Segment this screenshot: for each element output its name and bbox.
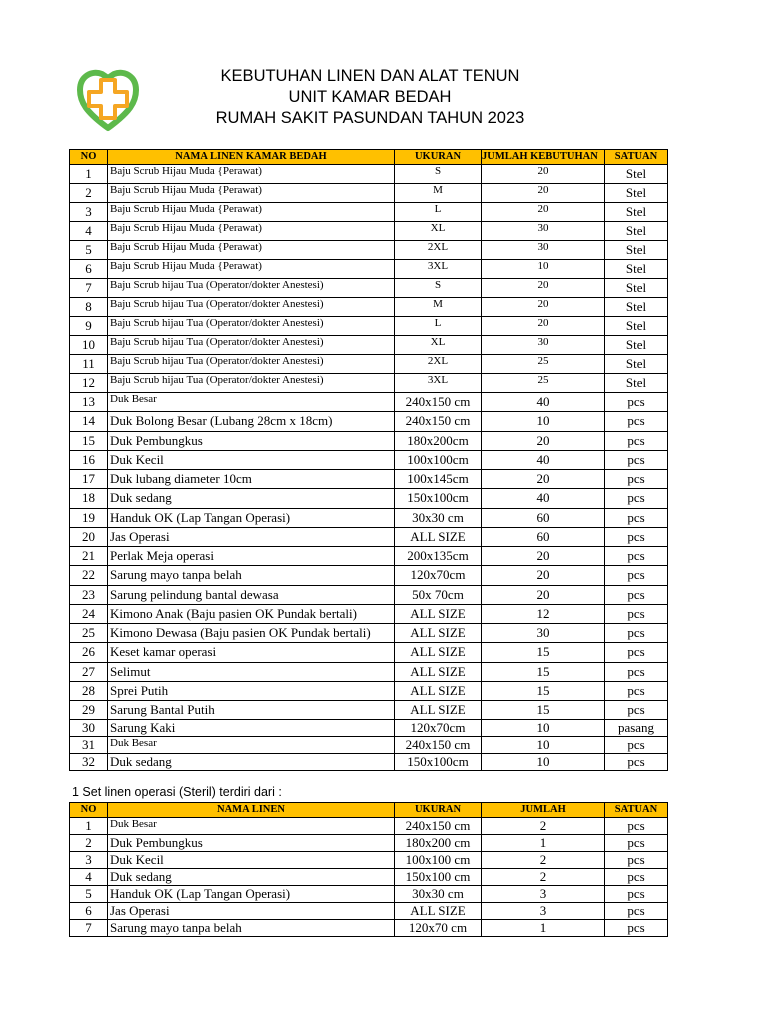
col-header-unit: SATUAN xyxy=(605,150,668,165)
cell-qty: 10 xyxy=(482,737,605,754)
cell-qty: 2 xyxy=(482,852,605,869)
table-row xyxy=(70,431,668,450)
cell-size: 240x150 cm xyxy=(395,412,482,431)
cell-qty: 15 xyxy=(482,662,605,681)
cell-name: Perlak Meja operasi xyxy=(108,547,395,566)
cell-qty: 20 xyxy=(482,431,605,450)
cell-unit: pcs xyxy=(605,604,668,623)
cell-size: ALL SIZE xyxy=(395,903,482,920)
cell-size: ALL SIZE xyxy=(395,624,482,643)
table-row xyxy=(70,643,668,662)
cell-unit: pcs xyxy=(605,412,668,431)
cell-name: Baju Scrub Hijau Muda {Perawat) xyxy=(108,260,395,279)
cell-no: 15 xyxy=(70,431,108,450)
cell-no: 7 xyxy=(70,920,108,937)
title-line-2: UNIT KAMAR BEDAH xyxy=(288,88,452,106)
cell-name: Baju Scrub hijau Tua (Operator/dokter Anestesi) xyxy=(108,336,395,355)
cell-size: 3XL xyxy=(395,374,482,393)
table-row xyxy=(70,869,668,886)
cell-qty: 30 xyxy=(482,336,605,355)
table-row xyxy=(70,754,668,771)
cell-no: 28 xyxy=(70,681,108,700)
cell-no: 5 xyxy=(70,886,108,903)
cell-size: 50x 70cm xyxy=(395,585,482,604)
cell-size: 120x70 cm xyxy=(395,920,482,937)
cell-no: 27 xyxy=(70,662,108,681)
cell-name: Kimono Dewasa (Baju pasien OK Pundak bertali) xyxy=(108,624,395,643)
cell-unit: pcs xyxy=(605,869,668,886)
cell-name: Duk Bolong Besar (Lubang 28cm x 18cm) xyxy=(108,412,395,431)
col-header-qty: JUMLAH KEBUTUHAN xyxy=(482,150,605,165)
cell-qty: 3 xyxy=(482,886,605,903)
table-row xyxy=(70,508,668,527)
col-header-qty: JUMLAH xyxy=(482,803,605,818)
cell-name: Duk lubang diameter 10cm xyxy=(108,470,395,489)
table-row xyxy=(70,279,668,298)
cell-no: 3 xyxy=(70,203,108,222)
cell-size: 240x150 cm xyxy=(395,393,482,412)
linen-set-note: 1 Set linen operasi (Steril) terdiri dari : xyxy=(72,785,282,799)
table-row xyxy=(70,624,668,643)
cell-unit: Stel xyxy=(605,203,668,222)
cell-name: Sarung mayo tanpa belah xyxy=(108,920,395,937)
cell-no: 2 xyxy=(70,835,108,852)
cell-size: 100x145cm xyxy=(395,470,482,489)
cell-name: Sarung pelindung bantal dewasa xyxy=(108,585,395,604)
table-row xyxy=(70,547,668,566)
table-row xyxy=(70,374,668,393)
table-row xyxy=(70,737,668,754)
cell-unit: pcs xyxy=(605,431,668,450)
cell-name: Duk Kecil xyxy=(108,852,395,869)
cell-qty: 20 xyxy=(482,585,605,604)
cell-name: Duk Pembungkus xyxy=(108,835,395,852)
cell-no: 26 xyxy=(70,643,108,662)
table-row xyxy=(70,662,668,681)
table-row xyxy=(70,585,668,604)
cell-qty: 20 xyxy=(482,566,605,585)
cell-name: Kimono Anak (Baju pasien OK Pundak bertali) xyxy=(108,604,395,623)
cell-qty: 20 xyxy=(482,317,605,336)
table-row xyxy=(70,470,668,489)
table-row xyxy=(70,701,668,720)
cell-name: Baju Scrub Hijau Muda {Perawat) xyxy=(108,241,395,260)
cell-no: 16 xyxy=(70,450,108,469)
cell-size: ALL SIZE xyxy=(395,701,482,720)
table-row xyxy=(70,566,668,585)
cell-unit: pcs xyxy=(605,566,668,585)
cell-no: 32 xyxy=(70,754,108,771)
cell-qty: 20 xyxy=(482,547,605,566)
cell-size: XL xyxy=(395,222,482,241)
cell-size: S xyxy=(395,279,482,298)
cell-name: Duk Kecil xyxy=(108,450,395,469)
table-header-row xyxy=(70,150,668,165)
cell-no: 31 xyxy=(70,737,108,754)
cell-unit: Stel xyxy=(605,317,668,336)
cell-size: S xyxy=(395,165,482,184)
cell-no: 13 xyxy=(70,393,108,412)
col-header-no: NO xyxy=(70,150,108,165)
cell-no: 25 xyxy=(70,624,108,643)
cell-qty: 60 xyxy=(482,527,605,546)
cell-unit: Stel xyxy=(605,222,668,241)
cell-size: 2XL xyxy=(395,241,482,260)
cell-unit: pcs xyxy=(605,643,668,662)
cell-unit: pcs xyxy=(605,737,668,754)
cell-unit: pcs xyxy=(605,547,668,566)
cell-no: 1 xyxy=(70,818,108,835)
cell-size: ALL SIZE xyxy=(395,604,482,623)
table-row xyxy=(70,336,668,355)
cell-size: L xyxy=(395,203,482,222)
cell-name: Baju Scrub Hijau Muda {Perawat) xyxy=(108,184,395,203)
cell-size: ALL SIZE xyxy=(395,662,482,681)
cell-size: 180x200cm xyxy=(395,431,482,450)
cell-name: Baju Scrub hijau Tua (Operator/dokter Anestesi) xyxy=(108,374,395,393)
cell-qty: 10 xyxy=(482,412,605,431)
linen-set-table xyxy=(69,802,668,937)
table-row xyxy=(70,852,668,869)
cell-no: 24 xyxy=(70,604,108,623)
cell-name: Sprei Putih xyxy=(108,681,395,700)
cell-size: 120x70cm xyxy=(395,720,482,737)
cell-name: Baju Scrub Hijau Muda {Perawat) xyxy=(108,165,395,184)
cell-unit: Stel xyxy=(605,336,668,355)
cell-name: Baju Scrub Hijau Muda {Perawat) xyxy=(108,222,395,241)
table-row xyxy=(70,412,668,431)
cell-qty: 10 xyxy=(482,720,605,737)
cell-no: 6 xyxy=(70,903,108,920)
cell-unit: pasang xyxy=(605,720,668,737)
cell-no: 19 xyxy=(70,508,108,527)
cell-unit: pcs xyxy=(605,450,668,469)
title-line-1: KEBUTUHAN LINEN DAN ALAT TENUN xyxy=(220,67,520,85)
cell-no: 12 xyxy=(70,374,108,393)
cell-qty: 3 xyxy=(482,903,605,920)
cell-unit: pcs xyxy=(605,662,668,681)
table-row xyxy=(70,920,668,937)
cell-size: 200x135cm xyxy=(395,547,482,566)
cell-name: Sarung Kaki xyxy=(108,720,395,737)
table-row xyxy=(70,450,668,469)
cell-size: 120x70cm xyxy=(395,566,482,585)
cell-size: ALL SIZE xyxy=(395,643,482,662)
cell-qty: 60 xyxy=(482,508,605,527)
col-header-name: NAMA LINEN xyxy=(108,803,395,818)
cell-unit: Stel xyxy=(605,279,668,298)
cell-unit: Stel xyxy=(605,184,668,203)
cell-qty: 25 xyxy=(482,374,605,393)
table-row xyxy=(70,355,668,374)
cell-unit: pcs xyxy=(605,489,668,508)
cell-no: 8 xyxy=(70,298,108,317)
cell-size: XL xyxy=(395,336,482,355)
cell-unit: pcs xyxy=(605,470,668,489)
table-row xyxy=(70,527,668,546)
cell-no: 14 xyxy=(70,412,108,431)
cell-name: Sarung Bantal Putih xyxy=(108,701,395,720)
cell-size: 100x100 cm xyxy=(395,852,482,869)
cell-size: 180x200 cm xyxy=(395,835,482,852)
table-row xyxy=(70,818,668,835)
cell-name: Duk sedang xyxy=(108,489,395,508)
cell-name: Baju Scrub hijau Tua (Operator/dokter Anestesi) xyxy=(108,317,395,336)
col-header-size: UKURAN xyxy=(395,803,482,818)
table-row xyxy=(70,393,668,412)
cell-size: ALL SIZE xyxy=(395,527,482,546)
cell-no: 6 xyxy=(70,260,108,279)
cell-qty: 25 xyxy=(482,355,605,374)
table-row xyxy=(70,835,668,852)
cell-unit: Stel xyxy=(605,374,668,393)
cell-qty: 20 xyxy=(482,470,605,489)
table-row xyxy=(70,222,668,241)
cell-unit: Stel xyxy=(605,165,668,184)
cell-size: 2XL xyxy=(395,355,482,374)
cell-size: L xyxy=(395,317,482,336)
table-row xyxy=(70,903,668,920)
cell-no: 5 xyxy=(70,241,108,260)
cell-no: 7 xyxy=(70,279,108,298)
cell-unit: pcs xyxy=(605,903,668,920)
cell-name: Sarung mayo tanpa belah xyxy=(108,566,395,585)
cell-unit: pcs xyxy=(605,920,668,937)
cell-unit: Stel xyxy=(605,355,668,374)
cell-size: 3XL xyxy=(395,260,482,279)
cell-name: Jas Operasi xyxy=(108,527,395,546)
cell-name: Baju Scrub hijau Tua (Operator/dokter Anestesi) xyxy=(108,279,395,298)
table-row xyxy=(70,720,668,737)
cell-name: Baju Scrub hijau Tua (Operator/dokter Anestesi) xyxy=(108,298,395,317)
col-header-size: UKURAN xyxy=(395,150,482,165)
cell-qty: 20 xyxy=(482,165,605,184)
cell-no: 4 xyxy=(70,869,108,886)
cell-unit: pcs xyxy=(605,701,668,720)
col-header-name: NAMA LINEN KAMAR BEDAH xyxy=(108,150,395,165)
cell-name: Baju Scrub hijau Tua (Operator/dokter Anestesi) xyxy=(108,355,395,374)
cell-name: Duk sedang xyxy=(108,869,395,886)
cell-name: Duk Besar xyxy=(108,818,395,835)
cell-name: Keset kamar operasi xyxy=(108,643,395,662)
cell-no: 4 xyxy=(70,222,108,241)
cell-qty: 2 xyxy=(482,869,605,886)
cell-qty: 10 xyxy=(482,754,605,771)
cell-size: M xyxy=(395,184,482,203)
table-row xyxy=(70,260,668,279)
cell-qty: 20 xyxy=(482,298,605,317)
cell-name: Handuk OK (Lap Tangan Operasi) xyxy=(108,508,395,527)
table-row xyxy=(70,165,668,184)
cell-unit: pcs xyxy=(605,886,668,903)
cell-name: Handuk OK (Lap Tangan Operasi) xyxy=(108,886,395,903)
cell-unit: pcs xyxy=(605,852,668,869)
table-row xyxy=(70,681,668,700)
cell-no: 1 xyxy=(70,165,108,184)
cell-name: Selimut xyxy=(108,662,395,681)
table-row xyxy=(70,604,668,623)
table-row xyxy=(70,184,668,203)
cell-qty: 20 xyxy=(482,203,605,222)
cell-qty: 40 xyxy=(482,450,605,469)
cell-qty: 30 xyxy=(482,624,605,643)
linen-needs-table xyxy=(69,149,668,771)
cell-size: 150x100 cm xyxy=(395,869,482,886)
col-header-no: NO xyxy=(70,803,108,818)
cell-qty: 1 xyxy=(482,920,605,937)
cell-no: 21 xyxy=(70,547,108,566)
cell-no: 10 xyxy=(70,336,108,355)
cell-size: M xyxy=(395,298,482,317)
cell-unit: pcs xyxy=(605,527,668,546)
cell-qty: 15 xyxy=(482,681,605,700)
cell-unit: Stel xyxy=(605,260,668,279)
cell-unit: Stel xyxy=(605,298,668,317)
cell-unit: pcs xyxy=(605,818,668,835)
hospital-logo-icon xyxy=(76,66,140,132)
table-header-row xyxy=(70,803,668,818)
cell-no: 30 xyxy=(70,720,108,737)
cell-size: 30x30 cm xyxy=(395,508,482,527)
cell-no: 3 xyxy=(70,852,108,869)
cell-qty: 12 xyxy=(482,604,605,623)
cell-unit: Stel xyxy=(605,241,668,260)
table-row xyxy=(70,317,668,336)
cell-qty: 1 xyxy=(482,835,605,852)
cell-size: 240x150 cm xyxy=(395,737,482,754)
table-row xyxy=(70,489,668,508)
cell-name: Baju Scrub Hijau Muda {Perawat) xyxy=(108,203,395,222)
table-row xyxy=(70,241,668,260)
cell-no: 9 xyxy=(70,317,108,336)
document-title xyxy=(170,66,570,129)
cell-name: Jas Operasi xyxy=(108,903,395,920)
table-row xyxy=(70,203,668,222)
cell-qty: 2 xyxy=(482,818,605,835)
cell-no: 18 xyxy=(70,489,108,508)
cell-size: 150x100cm xyxy=(395,754,482,771)
cell-name: Duk Pembungkus xyxy=(108,431,395,450)
cell-no: 23 xyxy=(70,585,108,604)
cell-name: Duk Besar xyxy=(108,393,395,412)
cell-no: 11 xyxy=(70,355,108,374)
title-line-3: RUMAH SAKIT PASUNDAN TAHUN 2023 xyxy=(215,109,525,127)
cell-unit: pcs xyxy=(605,835,668,852)
col-header-unit: SATUAN xyxy=(605,803,668,818)
cell-unit: pcs xyxy=(605,508,668,527)
cell-size: ALL SIZE xyxy=(395,681,482,700)
cell-qty: 10 xyxy=(482,260,605,279)
cell-size: 100x100cm xyxy=(395,450,482,469)
cell-qty: 15 xyxy=(482,643,605,662)
cell-no: 22 xyxy=(70,566,108,585)
cell-qty: 40 xyxy=(482,393,605,412)
cell-qty: 30 xyxy=(482,241,605,260)
table-row xyxy=(70,886,668,903)
cell-size: 150x100cm xyxy=(395,489,482,508)
cell-no: 29 xyxy=(70,701,108,720)
cell-unit: pcs xyxy=(605,624,668,643)
cell-size: 30x30 cm xyxy=(395,886,482,903)
cell-name: Duk sedang xyxy=(108,754,395,771)
cell-no: 20 xyxy=(70,527,108,546)
cell-qty: 30 xyxy=(482,222,605,241)
cell-name: Duk Besar xyxy=(108,737,395,754)
cell-no: 17 xyxy=(70,470,108,489)
cell-qty: 15 xyxy=(482,701,605,720)
cell-qty: 40 xyxy=(482,489,605,508)
cell-no: 2 xyxy=(70,184,108,203)
cell-unit: pcs xyxy=(605,585,668,604)
table-row xyxy=(70,298,668,317)
cell-qty: 20 xyxy=(482,279,605,298)
cell-unit: pcs xyxy=(605,393,668,412)
cell-unit: pcs xyxy=(605,681,668,700)
cell-size: 240x150 cm xyxy=(395,818,482,835)
cell-unit: pcs xyxy=(605,754,668,771)
cell-qty: 20 xyxy=(482,184,605,203)
